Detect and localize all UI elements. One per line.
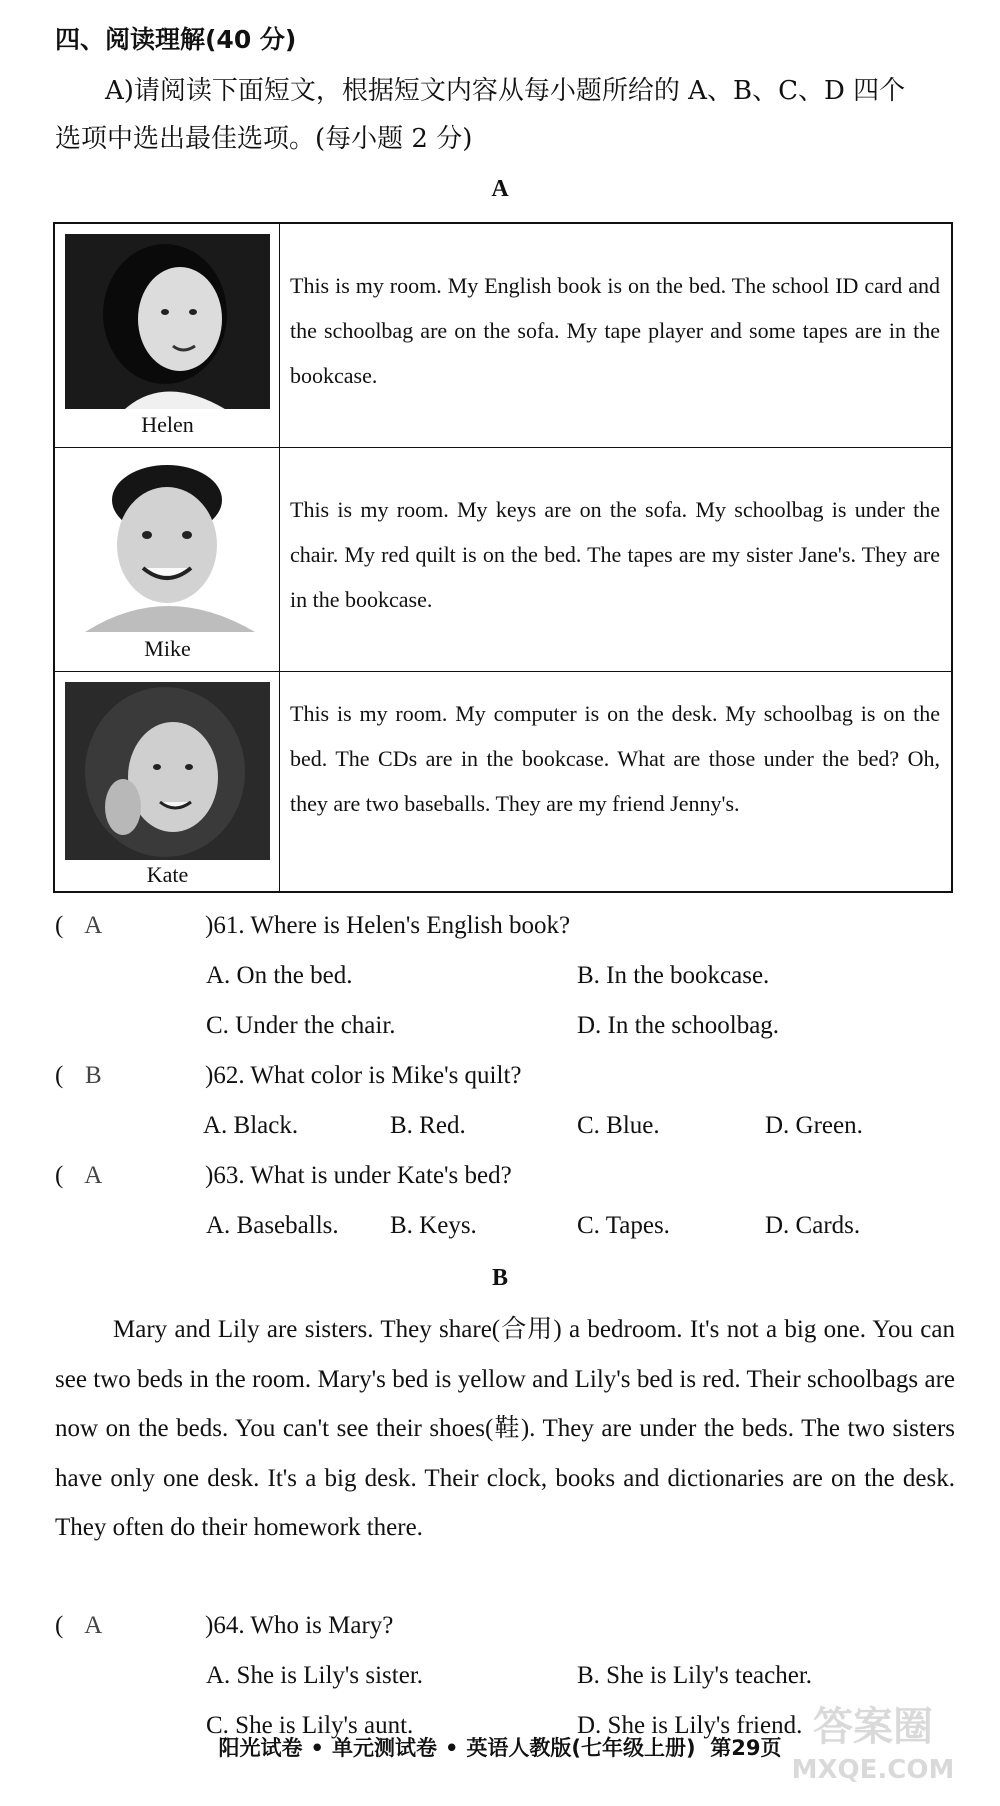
answer-64: A	[84, 1612, 103, 1639]
watermark-logo	[768, 1690, 978, 1790]
section-title: 四、阅读理解(40 分)	[55, 25, 297, 54]
paren-open: (	[55, 912, 64, 939]
footer-edition: 英语人教版(七年级上册)	[466, 1736, 696, 1760]
q61-option-d: D. In the schoolbag.	[577, 1012, 780, 1039]
q63-option-d: D. Cards.	[765, 1212, 861, 1239]
question-63	[55, 1162, 512, 1190]
q61-option-a: A. On the bed.	[206, 962, 353, 989]
question-64	[55, 1612, 393, 1640]
passage-a-table	[53, 222, 953, 893]
q63-option-c: C. Tapes.	[577, 1212, 670, 1239]
passage-b-heading: B	[491, 1265, 508, 1291]
footer-separator: •	[310, 1736, 324, 1760]
instructions-line-1: A)请阅读下面短文，根据短文内容从每小题所给的 A、B、C、D 四个	[105, 76, 906, 106]
mike-photo	[65, 460, 270, 632]
q63-option-b: B. Keys.	[390, 1212, 477, 1239]
paren-open: (	[55, 1162, 64, 1189]
page-number: 第29页	[710, 1736, 782, 1760]
question-62-stem: )62. What color is Mike's quilt?	[205, 1062, 522, 1089]
mike-text: This is my room. My keys are on the sofa. My schoolbag is under the chair. My red quilt is on the bed. The tapes are my sister Jane's. They are in the bookcase.	[290, 497, 940, 612]
kate-photo	[65, 682, 270, 860]
answer-63: A	[84, 1162, 103, 1189]
passage-a-heading: A	[491, 176, 509, 202]
photo-cell	[55, 448, 280, 671]
q63-option-a: A. Baseballs.	[206, 1212, 339, 1239]
kate-text: This is my room. My computer is on the desk. My schoolbag is on the bed. The CDs are in the bookcase. What are those under the bed? Oh, they are two baseballs. They are my friend Jenny's.	[290, 701, 940, 816]
helen-caption: Helen	[141, 412, 194, 437]
helen-text: This is my room. My English book is on the bed. The school ID card and the schoolbag are on the sofa. My tape player and some tapes are in the bookcase.	[290, 273, 940, 388]
q61-option-c: C. Under the chair.	[206, 1012, 396, 1039]
answer-61: A	[84, 912, 103, 939]
q61-option-b: B. In the bookcase.	[577, 962, 770, 989]
footer-series: 阳光试卷	[218, 1736, 303, 1760]
q62-option-d: D. Green.	[765, 1112, 863, 1139]
footer-separator: •	[444, 1736, 459, 1760]
answer-62: B	[84, 1062, 102, 1089]
watermark-line-2: MXQE.COM	[791, 1755, 955, 1785]
q62-option-a: A. Black.	[203, 1112, 299, 1139]
helen-photo	[65, 234, 270, 409]
table-row-kate	[55, 672, 951, 891]
q64-option-a: A. She is Lily's sister.	[206, 1662, 424, 1689]
table-row-mike	[55, 448, 951, 672]
instructions-line-2: 选项中选出最佳选项。(每小题 2 分)	[55, 124, 473, 154]
mike-caption: Mike	[144, 636, 191, 661]
photo-cell	[55, 224, 280, 447]
question-62	[55, 1062, 522, 1090]
paren-open: (	[55, 1612, 64, 1639]
watermark-line-1: 答案圈	[813, 1704, 933, 1750]
q64-option-b: B. She is Lily's teacher.	[577, 1662, 813, 1689]
kate-caption: Kate	[146, 862, 189, 887]
table-row-helen	[55, 224, 951, 448]
q64-option-d: D. She is Lily's friend.	[577, 1712, 803, 1739]
paren-open: (	[55, 1062, 64, 1089]
q64-option-c: C. She is Lily's aunt.	[206, 1712, 414, 1739]
question-61-stem: )61. Where is Helen's English book?	[205, 912, 571, 939]
q62-option-c: C. Blue.	[577, 1112, 660, 1139]
photo-cell	[55, 672, 280, 891]
passage-b-text: Mary and Lily are sisters. They share(合用) a bedroom. It's not a big one. You can see two beds in the room. Mary's bed is yellow and Lily's bed is red. Their schoolbags are now on the beds. You can't see their shoes(鞋). They are under the beds. The two sisters have only one desk. It's a big desk. Their clock, books and dictionaries are on the desk. They often do their homework there.	[55, 1316, 955, 1542]
footer-test-type: 单元测试卷	[331, 1736, 437, 1760]
q62-option-b: B. Red.	[390, 1112, 466, 1139]
question-61	[55, 912, 570, 940]
question-63-stem: )63. What is under Kate's bed?	[205, 1162, 512, 1189]
question-64-stem: )64. Who is Mary?	[205, 1612, 394, 1639]
